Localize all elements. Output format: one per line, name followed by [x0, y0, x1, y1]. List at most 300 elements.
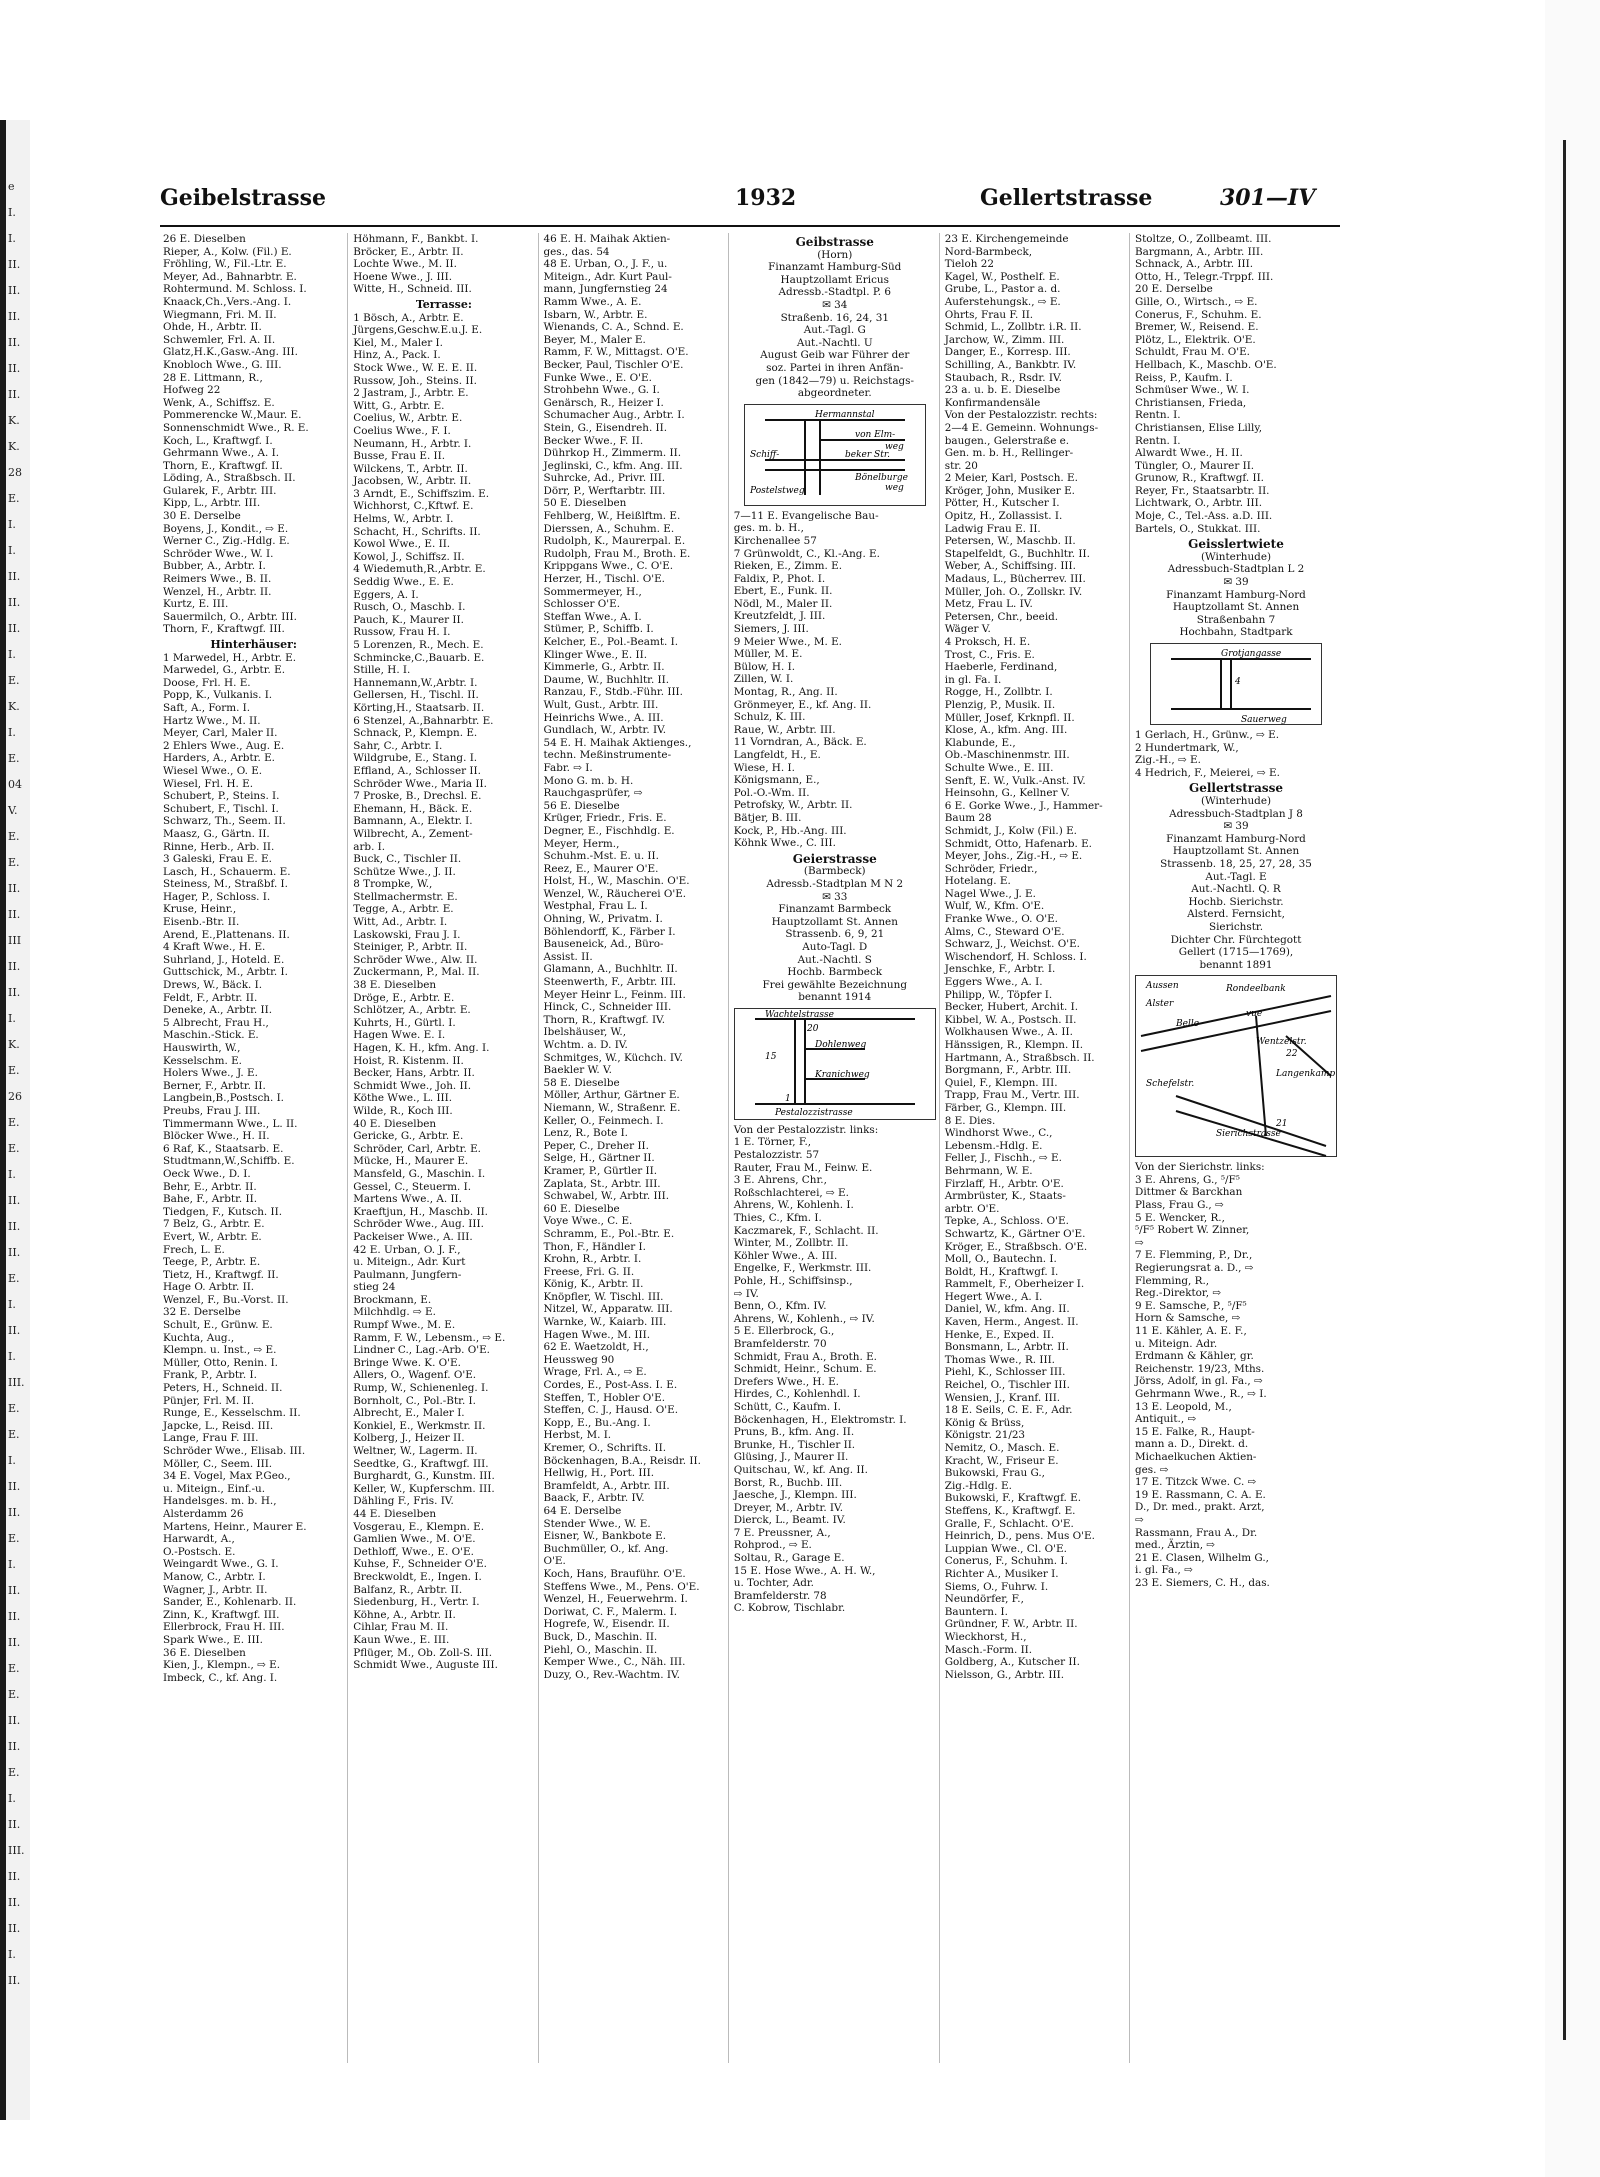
entry-line: Siems, O., Fuhrw. I.	[944, 1580, 1049, 1593]
entry-line: Krohn, R., Arbtr. I.	[543, 1253, 642, 1266]
entry-line: Ebert, E., Funk. II.	[733, 585, 833, 598]
entry-line: Knaack,Ch.,Vers.-Ang. I.	[163, 295, 292, 308]
entry-line: Von der Pestalozzistr. links:	[733, 1123, 879, 1136]
entry-line: Goldberg, A., Kutscher II.	[944, 1656, 1080, 1669]
facing-page-fragment: II.	[8, 570, 21, 583]
entry-line: Sauermilch, O., Arbtr. III.	[163, 610, 297, 623]
entry-line: Stümer, P., Schiffb. I.	[543, 623, 654, 636]
entry-line: Thorn, F., Kraftwgf. III.	[163, 623, 285, 636]
entry-line: Schuhm.-Mst. E. u. II.	[543, 850, 659, 863]
entry-line: Studtmann,W.,Schiffb. E.	[163, 1155, 295, 1168]
entry-line: 64 E. Derselbe	[543, 1504, 622, 1517]
entry-line: Alsterd. Fernsicht,	[1187, 908, 1285, 921]
map-label: Sierichstrasse	[1216, 1129, 1281, 1140]
facing-page-fragment: I.	[8, 1350, 16, 1363]
entry-line: Finanzamt Barmbeck	[778, 903, 892, 916]
entry-line: (Winterhude)	[1200, 550, 1272, 563]
entry-line: Piehl, O., Maschin. II.	[543, 1643, 658, 1656]
entry-line: 9 E. Samsche, P., ⁵/F⁵	[1135, 1299, 1247, 1312]
entry-line: Deneke, A., Arbtr. II.	[163, 1004, 273, 1017]
entry-line: Richter A., Musiker I.	[944, 1567, 1059, 1580]
entry-line: Moje, C., Tel.-Ass. a.D. III.	[1135, 510, 1273, 523]
entry-line: 18 E. Seils, C. E. F., Adr.	[944, 1404, 1073, 1417]
entry-line: Bukowski, Frau G.,	[944, 1467, 1045, 1480]
entry-line: Wäger V.	[944, 623, 991, 636]
entry-line: Wensien, J., Kranf. III.	[944, 1391, 1061, 1404]
column-2	[350, 233, 538, 2063]
entry-line: Sierichstr.	[1208, 920, 1264, 933]
entry-line: Krippgans Wwe., C. O'E.	[543, 560, 674, 573]
entry-line: Gralle, F., Schlacht. O'E.	[944, 1517, 1074, 1530]
street-map-gellert	[1135, 975, 1337, 1157]
map-label: von Elm-	[854, 429, 895, 440]
entry-line: Jörss, Adolf, in gl. Fa., ⇨	[1135, 1375, 1263, 1388]
entry-line: Klempn. u. Inst., ⇨ E.	[163, 1344, 277, 1357]
entry-line: 8 E. Dies.	[944, 1114, 996, 1127]
column-1	[160, 233, 348, 2063]
binding-shadow	[0, 120, 6, 2120]
entry-line: Wischendorf, H. Schloss. I.	[944, 950, 1087, 963]
entry-line: Ramm Wwe., A. E.	[543, 295, 642, 308]
entry-line: Schubert, P., Steins. I.	[163, 790, 280, 803]
entry-line: Senft, E. W., Vulk.-Anst. IV.	[944, 774, 1086, 787]
entry-line: Voye Wwe., C. E.	[543, 1215, 633, 1228]
entry-line: Keller, W., Kupferschm. III.	[353, 1482, 495, 1495]
entry-line: Westphal, Frau L. I.	[543, 900, 648, 913]
entry-line: Reimers Wwe., B. II.	[163, 573, 272, 586]
column-3	[541, 233, 729, 2063]
entry-line: Rohprod., ⇨ E.	[733, 1539, 812, 1552]
facing-page-fragment: I.	[8, 648, 16, 661]
entry-line: gen (1842—79) u. Reichstags-	[755, 374, 915, 387]
entry-line: Wchtm. a. D. IV.	[543, 1039, 628, 1051]
entry-line: Coelius Wwe., F. I.	[353, 424, 451, 437]
entry-line: Glatz,H.K.,Gasw.-Ang. III.	[163, 346, 298, 359]
entry-line: 50 E. Dieselben	[543, 497, 627, 510]
entry-line: 21 E. Clasen, Wilhelm G.,	[1135, 1551, 1269, 1564]
entry-line: Aut.-Nachtl. Q. R	[1191, 883, 1281, 896]
entry-line: Werner C., Zig.-Hdlg. E.	[163, 535, 290, 548]
entry-line: Bamnann, A., Elektr. I.	[353, 815, 473, 828]
entry-line: Packeiser Wwe., A. III.	[353, 1230, 473, 1243]
entry-line: Quiel, F., Klempn. III.	[944, 1076, 1058, 1089]
entry-line: Timmermann Wwe., L. II.	[163, 1117, 298, 1130]
entry-line: Kraeftjun, H., Maschb. II.	[353, 1205, 488, 1218]
entry-line: Handelsges. m. b. H.,	[163, 1495, 277, 1508]
entry-line: Sonnenschmidt Wwe., R. E.	[163, 421, 309, 434]
entry-line: Thon, F., Händler I.	[543, 1240, 646, 1253]
facing-page-fragment: I.	[8, 1454, 16, 1467]
street-map-geier	[734, 1008, 936, 1120]
entry-line: 3 E. Ahrens, G., ⁵/F⁵	[1135, 1173, 1240, 1186]
entry-line: Rudolph, Frau M., Broth. E.	[543, 547, 691, 560]
entry-line: Möller, Arthur, Gärtner E.	[543, 1089, 680, 1102]
entry-line: Marwedel, G., Arbtr. E.	[163, 664, 286, 677]
entry-line: 54 E. H. Maihak Aktienges.,	[543, 736, 692, 749]
street-heading: Gellertstrasse	[1188, 781, 1284, 796]
entry-line: 5 E. Ellerbrock, G.,	[733, 1325, 835, 1338]
entry-line: Glüsing, J., Maurer II.	[733, 1451, 849, 1464]
entry-line: Rauter, Frau M., Feinw. E.	[733, 1161, 873, 1174]
facing-page-fragment: II.	[8, 1922, 21, 1935]
entry-line: Boyens, J., Kondit., ⇨ E.	[163, 522, 289, 535]
entry-line: Hoene Wwe., J. III.	[353, 270, 453, 283]
column-6	[1132, 233, 1340, 2063]
entry-line: Stender Wwe., W. E.	[543, 1517, 651, 1530]
entry-line: Rinne, Herb., Arb. II.	[163, 840, 275, 853]
entry-line: Gründner, F. W., Arbtr. II.	[944, 1618, 1078, 1631]
entry-line: Wenzel, H., Arbtr. II.	[163, 585, 272, 598]
entry-line: 58 E. Dieselbe	[543, 1076, 620, 1089]
entry-line: Gellert (1715—1769),	[1178, 946, 1294, 959]
scan-frame	[1545, 0, 1600, 2177]
entry-line: Peters, H., Schneid. II.	[163, 1382, 283, 1395]
entry-line: Erdmann & Kähler, gr.	[1135, 1350, 1254, 1363]
entry-line: Fröhling, W., Fil.-Ltr. E.	[163, 258, 287, 271]
entry-line: Adressb.-Stadtplan M N 2	[766, 877, 904, 890]
entry-line: Klose, A., kfm. Ang. III.	[944, 724, 1068, 737]
entry-line: Von der Pestalozzistr. rechts:	[944, 409, 1098, 422]
entry-line: 6 Raf, K., Staatsarb. E.	[163, 1142, 284, 1155]
entry-line: 7 E. Flemming, P., Dr.,	[1135, 1249, 1253, 1262]
page-header	[160, 185, 1340, 225]
entry-line: Heussweg 90	[543, 1353, 615, 1366]
entry-line: Hartz Wwe., M. II.	[163, 714, 261, 727]
facing-page-fragment: II.	[8, 336, 21, 349]
map-label: Wentzelstr.	[1256, 1037, 1307, 1048]
entry-line: Wulf, W., Kfm. O'E.	[944, 900, 1045, 913]
facing-page-fragment: I.	[8, 518, 16, 531]
entry-line: Alsterdamm 26	[163, 1507, 244, 1520]
entry-line: 23 E. Siemers, C. H., das.	[1135, 1576, 1270, 1589]
entry-line: Schmidt, Heinr., Schum. E.	[733, 1363, 877, 1376]
entry-line: Schmüser Wwe., W. I.	[1135, 384, 1250, 397]
entry-line: Schwartz, K., Gärtner O'E.	[944, 1227, 1086, 1240]
facing-page-fragment: E.	[8, 1272, 20, 1285]
entry-line: Becker, Hubert, Archit. I.	[944, 1001, 1079, 1014]
entry-line: Stellmachermstr. E.	[353, 890, 458, 903]
entry-line: Doose, Frl. H. E.	[163, 676, 251, 689]
entry-line: Arend, E.,Plattenans. II.	[163, 928, 290, 941]
entry-line: Becker Wwe., F. II.	[543, 434, 644, 447]
entry-line: Maschin.-Stick. E.	[163, 1029, 259, 1042]
entry-line: 42 E. Urban, O. J. F.,	[353, 1243, 461, 1256]
entry-line: Alwardt Wwe., H. II.	[1135, 447, 1243, 460]
facing-page-fragment: II.	[8, 908, 21, 921]
entry-line: D., Dr. med., prakt. Arzt,	[1135, 1501, 1265, 1514]
entry-line: Henke, E., Exped. II.	[944, 1328, 1055, 1341]
entry-line: Kopp, E., Bu.-Ang. I.	[543, 1416, 651, 1429]
map-label: 4	[1235, 677, 1241, 687]
entry-line: Fehlberg, W., Heißlftm. E.	[543, 510, 681, 523]
entry-line: Hannemann,W.,Arbtr. I.	[353, 676, 478, 689]
entry-line: Miteign., Adr. Kurt Paul-	[543, 270, 672, 283]
entry-line: Wenzel, F., Bu.-Vorst. II.	[163, 1293, 289, 1306]
entry-line: Plötz, L., Elektrik. O'E.	[1135, 333, 1256, 346]
entry-line: Ramm, F. W., Mittagst. O'E.	[543, 346, 689, 359]
entry-line: Heinrich, D., pens. Mus O'E.	[944, 1530, 1095, 1543]
entry-line: Breckwoldt, E., Ingen. I.	[353, 1570, 482, 1583]
entry-line: Kröger, John, Musiker E.	[944, 484, 1075, 497]
entry-line: Bargmann, A., Arbtr. III.	[1135, 245, 1264, 258]
facing-page-fragment: E.	[8, 830, 20, 843]
entry-line: Nielsson, G., Arbtr. III.	[944, 1668, 1065, 1681]
entry-line: Ohning, W., Privatm. I.	[543, 913, 663, 926]
entry-line: Knöpfler, W. Tischl. III.	[543, 1290, 664, 1303]
entry-line: Baum 28	[944, 812, 992, 825]
entry-line: Lenz, R., Bote I.	[543, 1127, 628, 1140]
entry-line: Dreyer, M., Arbtr. IV.	[733, 1501, 844, 1514]
entry-line: Firzlaff, H., Arbtr. O'E.	[944, 1177, 1064, 1190]
entry-line: Selge, H., Gärtner II.	[543, 1152, 655, 1165]
entry-line: Schwarz, J., Weichst. O'E.	[944, 938, 1080, 951]
entry-line: Schröder Wwe., Aug. III.	[353, 1218, 484, 1231]
entry-line: Langfeldt, H., E.	[733, 749, 821, 761]
entry-line: Meyer, Ad., Bahnarbtr. E.	[163, 270, 297, 283]
facing-page-fragment: II.	[8, 1714, 21, 1727]
entry-line: u. Miteign., Einf.-u.	[163, 1482, 266, 1495]
entry-line: 5 Lorenzen, R., Mech. E.	[353, 639, 484, 651]
entry-line: Kramer, P., Gürtler II.	[543, 1164, 658, 1177]
entry-line: 2 Meier, Karl, Postsch. E.	[944, 472, 1078, 485]
facing-page-fragment: I.	[8, 1298, 16, 1311]
entry-line: 15 E. Hose Wwe., A. H. W.,	[733, 1564, 876, 1577]
entry-line: Faldix, P., Phot. I.	[733, 572, 826, 585]
entry-line: Manow, C., Arbtr. I.	[163, 1570, 266, 1583]
entry-line: Gularek, F., Arbtr. III.	[163, 484, 277, 497]
entry-line: Kesselschm. E.	[163, 1054, 242, 1067]
entry-line: Zinn, K., Kraftwgf. III.	[163, 1608, 280, 1621]
entry-line: Weber, A., Schiffsing. III.	[944, 560, 1076, 573]
entry-line: Schmidt, J., Kolw (Fil.) E.	[944, 824, 1077, 837]
entry-line: Gericke, G., Arbtr. E.	[353, 1130, 464, 1143]
entry-line: Seddig Wwe., E. E.	[353, 576, 454, 589]
facing-page-fragment: E.	[8, 1428, 20, 1441]
entry-line: 34 E. Vogel, Max P.Geo.,	[163, 1470, 291, 1483]
entry-line: Oeck Wwe., D. I.	[163, 1167, 251, 1180]
entry-line: Ehemann, H., Bäck. E.	[353, 802, 473, 815]
entry-line: Hagen Wwe. E. I.	[353, 1029, 446, 1042]
entry-line: Schütze Wwe., J. II.	[353, 865, 456, 878]
entry-line: Witt, G., Arbtr. E.	[353, 399, 445, 412]
entry-line: Wilde, R., Koch III.	[353, 1104, 453, 1117]
entry-line: Müller, Josef, Krknpfl. II.	[944, 711, 1075, 724]
entry-line: Schulte Wwe., E. III.	[944, 761, 1054, 774]
entry-line: Herbst, M. I.	[543, 1429, 612, 1442]
entry-line: Bringe Wwe. K. O'E.	[353, 1356, 461, 1369]
entry-line: Dierck, L., Beamt. IV.	[733, 1514, 846, 1527]
entry-line: Bauseneick, Ad., Büro-	[543, 938, 664, 951]
entry-line: Albrecht, E., Maler I.	[353, 1407, 465, 1420]
entry-line: 5 E. Wencker, R.,	[1135, 1211, 1225, 1224]
entry-line: Steiness, M., Straßbf. I.	[163, 878, 288, 891]
entry-line: Steffens, K., Kraftwgf. E.	[944, 1504, 1076, 1517]
entry-line: benannt 1891	[1199, 958, 1273, 971]
entry-line: techn. Meßinstrumente-	[543, 749, 672, 762]
entry-line: Eggers Wwe., A. I.	[944, 976, 1043, 989]
entry-line: u. Tochter, Adr.	[733, 1577, 814, 1590]
entry-line: Nemitz, O., Masch. E.	[944, 1442, 1060, 1454]
facing-page-fragment: E.	[8, 1402, 20, 1415]
entry-line: Maasz, G., Gärtn. II.	[163, 827, 270, 840]
entry-line: Klinger Wwe., E. II.	[543, 648, 648, 661]
map-label: 1	[784, 1093, 791, 1104]
map-label: 15	[764, 1051, 777, 1062]
map-label: vue	[1246, 1009, 1263, 1020]
entry-line: Windhorst Wwe., C.,	[944, 1127, 1053, 1140]
entry-line: Schacht, H., Schrifts. II.	[353, 525, 481, 538]
facing-page-fragment: II.	[8, 960, 21, 973]
entry-line: Grube, L., Pastor a. d.	[944, 283, 1061, 296]
entry-line: Bramfelderstr. 78	[733, 1589, 827, 1602]
entry-line: Petrofsky, W., Arbtr. II.	[733, 799, 853, 812]
entry-line: baugen., Gelerstraße e.	[944, 434, 1070, 447]
entry-line: Wenzel, H., Feuerwehrm. I.	[543, 1593, 688, 1606]
entry-line: Stein, G., Eisendreh. II.	[543, 421, 668, 434]
entry-line: Feller, J., Fischh., ⇨ E.	[944, 1152, 1062, 1165]
entry-line: Hirdes, C., Kohlenhdl. I.	[733, 1388, 861, 1401]
facing-page-fragment: E.	[8, 1662, 20, 1675]
entry-line: Schröder Wwe., W. I.	[163, 547, 274, 560]
entry-line: Plenzig, P., Musik. II.	[944, 698, 1056, 711]
map-label: weg	[884, 441, 904, 452]
entry-line: 36 E. Dieselben	[163, 1646, 246, 1659]
entry-line: Müller, Joh. O., Zollskr. IV.	[944, 585, 1083, 598]
entry-line: Roßschlachterei, ⇨ E.	[733, 1186, 849, 1199]
entry-line: Köhler Wwe., A. III.	[733, 1249, 838, 1262]
entry-line: Glamann, A., Buchhltr. II.	[543, 963, 678, 976]
entry-line: Freese, Fri. G. II.	[543, 1265, 635, 1278]
entry-line: Hellwig, H., Port. III.	[543, 1467, 654, 1480]
entry-line: Wenk, A., Schiffsz. E.	[163, 396, 275, 409]
entry-line: 4 Hedrich, F., Meierei, ⇨ E.	[1135, 766, 1280, 779]
entry-line: Hauswirth, W.,	[163, 1042, 241, 1054]
entry-line: arbtr. O'E.	[944, 1202, 1000, 1215]
entry-line: Vosgerau, E., Klempn. E.	[353, 1520, 485, 1533]
entry-line: Steenwerth, F., Arbtr. III.	[543, 976, 677, 989]
entry-line: Boldt, H., Kraftwgf. I.	[944, 1265, 1059, 1278]
entry-line: Genärsch, R., Heizer I.	[543, 396, 664, 409]
facing-page-fragment: E.	[8, 1532, 20, 1545]
facing-page-fragment: I.	[8, 232, 16, 245]
entry-line: Müller, M. E.	[733, 648, 803, 661]
facing-page-fragment: I.	[8, 1792, 16, 1805]
entry-line: Gundlach, W., Arbtr. IV.	[543, 724, 667, 737]
entry-line: Zaplata, St., Arbtr. III.	[543, 1177, 661, 1190]
entry-line: mann, Jungfernstieg 24	[543, 283, 668, 296]
entry-line: Finanzamt Hamburg-Nord	[1166, 588, 1306, 601]
entry-line: Degner, E., Fischhdlg. E.	[543, 824, 675, 837]
entry-line: Franke Wwe., O. O'E.	[944, 913, 1058, 926]
entry-line: Bülow, H. I.	[733, 660, 795, 673]
entry-line: Rump, W., Schienenleg. I.	[353, 1382, 489, 1395]
entry-line: Kemper Wwe., C., Näh. III.	[543, 1656, 686, 1669]
entry-line: Warnke, W., Kaiarb. III.	[543, 1316, 667, 1329]
entry-line: 2 Ehlers Wwe., Aug. E.	[163, 739, 285, 752]
entry-line: Haeberle, Ferdinand,	[944, 661, 1058, 674]
entry-line: Höhmann, F., Bankbt. I.	[353, 233, 479, 245]
street-map-geissler	[1150, 643, 1322, 725]
entry-line: in gl. Fa. I.	[944, 673, 1002, 686]
entry-line: Grunow, R., Kraftwgf. II.	[1135, 472, 1264, 485]
entry-line: 3 Arndt, E., Schiffszim. E.	[353, 487, 490, 500]
entry-line: 15 E. Falke, R., Haupt-	[1135, 1425, 1255, 1438]
facing-page-fragment: 26	[8, 1090, 22, 1103]
facing-page-fragment: K.	[8, 414, 20, 427]
entry-line: Raue, W., Arbtr. III.	[733, 723, 836, 736]
entry-line: Hinck, C., Schneider III.	[543, 1001, 672, 1014]
entry-line: Konkiel, E., Werkmstr. II.	[353, 1419, 486, 1432]
map-label: Aussen	[1146, 981, 1179, 992]
entry-line: Hauptzollamt St. Annen	[1172, 601, 1300, 614]
entry-line: Ahrens, W., Kohlenh., ⇨ IV.	[733, 1312, 875, 1325]
street-heading: Hinterhäuser:	[210, 638, 297, 651]
entry-line: Kipp, L., Arbtr. III.	[163, 497, 261, 510]
facing-page-fragment: II.	[8, 1870, 21, 1883]
entry-line: Cihlar, Frau M. II.	[353, 1621, 449, 1634]
entry-line: Kaun Wwe., E. III.	[353, 1633, 450, 1646]
entry-line: Drefers Wwe., H. E.	[733, 1375, 839, 1388]
facing-page-fragment: E.	[8, 1064, 20, 1077]
entry-line: Rentn. I.	[1135, 409, 1181, 422]
entry-line: Heinsohn, G., Kellner V.	[944, 787, 1070, 800]
entry-line: Japcke, L., Reisd. III.	[163, 1419, 274, 1432]
entry-line: Kurtz, E. III.	[163, 598, 229, 611]
entry-line: Stapelfeldt, G., Buchhltr. II.	[944, 547, 1090, 560]
entry-line: ges., das. 54	[543, 245, 610, 258]
entry-line: 19 E. Rassmann, C. A. E.	[1135, 1488, 1266, 1501]
entry-line: Strohbehn Wwe., G. I.	[543, 384, 660, 397]
entry-line: Reichenstr. 19/23, Mths.	[1135, 1362, 1265, 1375]
entry-line: Koch, L., Kraftwgf. I.	[163, 434, 273, 447]
entry-line: 7 Proske, B., Drechsl. E.	[353, 790, 482, 803]
entry-line: Kibbel, W. A., Postsch. II.	[944, 1013, 1077, 1026]
entry-line: Kaven, Herm., Angest. II.	[944, 1316, 1079, 1329]
entry-line: Bukowski, F., Kraftwgf. E.	[944, 1492, 1082, 1505]
entry-line: Runge, E., Kesselschm. II.	[163, 1407, 301, 1420]
entry-line: Tegge, A., Arbtr. E.	[353, 903, 454, 916]
entry-line: Schröder, Carl, Arbtr. E.	[353, 1142, 481, 1155]
entry-line: Steffen, C. J., Hausd. O'E.	[543, 1404, 679, 1417]
entry-line: ⇨	[1135, 1236, 1144, 1249]
entry-line: Jeglinski, C., kfm. Ang. III.	[543, 459, 683, 472]
entry-line: Paulmann, Jungfern-	[353, 1268, 462, 1281]
entry-line: Schröder Wwe., Elisab. III.	[163, 1445, 306, 1457]
entry-line: Schröder, Friedr.,	[944, 862, 1038, 875]
facing-page-fragment: II.	[8, 388, 21, 401]
entry-line: Frech, L. E.	[163, 1243, 225, 1256]
entry-line: Dichter Chr. Fürchtegott	[1170, 933, 1302, 946]
entry-line: Schmidt, Frau A., Broth. E.	[733, 1350, 877, 1363]
entry-line: Soltau, R., Garage E.	[733, 1552, 845, 1565]
entry-line: Brockmann, E.	[353, 1293, 432, 1306]
entry-line: Köthe Wwe., L. III.	[353, 1092, 453, 1105]
facing-page-fragment: II.	[8, 284, 21, 297]
map-label: Rondeelbank	[1226, 984, 1286, 995]
entry-line: 7 Grünwoldt, C., Kl.-Ang. E.	[733, 547, 880, 560]
page-number: 301—IV	[1220, 185, 1316, 211]
facing-page-fragment: e	[8, 180, 15, 193]
entry-line: Helms, W., Arbtr. I.	[353, 513, 454, 526]
entry-line: Gamlien Wwe., M. O'E.	[353, 1533, 476, 1546]
entry-line: Frei gewählte Bezeichnung	[762, 978, 907, 991]
entry-line: Dörr, P., Werftarbtr. III.	[543, 484, 666, 497]
entry-line: Bremer, W., Reisend. E.	[1135, 321, 1259, 334]
entry-line: Schubert, F., Tischl. I.	[163, 802, 279, 815]
facing-page-fragment: II.	[8, 1584, 21, 1597]
facing-page-fragment: II.	[8, 1740, 21, 1753]
entry-line: Dähling F., Fris. IV.	[353, 1495, 454, 1508]
